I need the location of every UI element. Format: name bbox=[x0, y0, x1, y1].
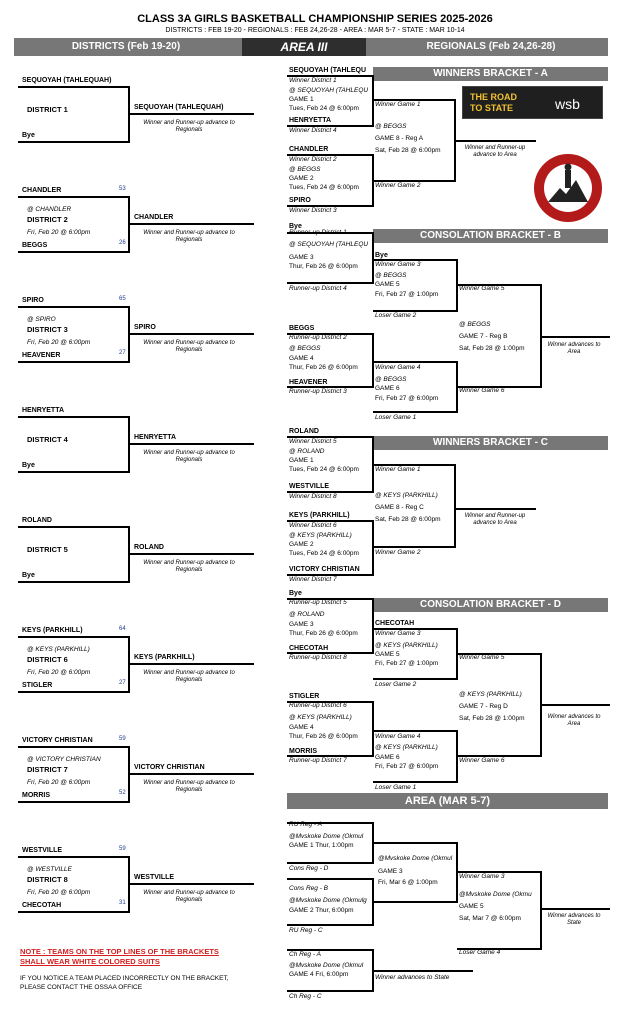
regionals-header: REGIONALS (Feb 24,26-28) bbox=[426, 41, 556, 52]
bracket-line bbox=[373, 678, 457, 680]
districts-header: DISTRICTS (Feb 19-20) bbox=[71, 41, 181, 52]
district-4-advance-note: Winner and Runner-up advance to Regionals bbox=[143, 450, 235, 463]
district-8-date: Fri, Feb 20 @ 6:00pm bbox=[27, 889, 91, 896]
area-g2-site: @Mvskoke Dome (Okmulg bbox=[289, 897, 367, 904]
bracket-b-g6-site: @ BEGGS bbox=[375, 376, 407, 383]
district-line bbox=[128, 663, 254, 665]
bracket-b-g4-top-team: BEGGS bbox=[289, 325, 315, 332]
district-6-date: Fri, Feb 20 @ 6:00pm bbox=[27, 669, 91, 676]
area-g5-date: Sat, Mar 7 @ 6:00pm bbox=[459, 915, 521, 922]
district-5-winner: ROLAND bbox=[134, 544, 164, 551]
area-bracket-title: AREA (MAR 5-7) bbox=[287, 793, 608, 809]
district-7-top-seed: 59 bbox=[119, 736, 126, 742]
bracket-line bbox=[373, 730, 457, 732]
consolation-bracket-b-title: CONSOLATION BRACKET - B bbox=[373, 229, 608, 243]
bracket-d-final-bottom-label: Winner Game 6 bbox=[459, 757, 505, 764]
bracket-a-advance: Winner and Runner-up advance to Area bbox=[464, 145, 526, 158]
page-title: CLASS 3A GIRLS BASKETBALL CHAMPIONSHIP SERIES 2025-2026 bbox=[137, 13, 493, 25]
bracket-d-g3-date: Thur, Feb 26 @ 6:00pm bbox=[289, 630, 358, 637]
district-line bbox=[18, 636, 130, 638]
district-line bbox=[18, 86, 130, 88]
bracket-c-final-top-label: Winner Game 1 bbox=[375, 466, 421, 473]
bracket-b-g3-date: Thur, Feb 26 @ 6:00pm bbox=[289, 263, 358, 270]
bracket-b-g4-top-label: Runner-up District 2 bbox=[289, 334, 347, 341]
district-3-name: DISTRICT 3 bbox=[27, 325, 68, 334]
bracket-b-g5-date: Fri, Feb 27 @ 1:00pm bbox=[375, 291, 439, 298]
district-5-top-team: ROLAND bbox=[22, 517, 52, 524]
bracket-line bbox=[540, 336, 610, 338]
consolation-bracket-d-title: CONSOLATION BRACKET - D bbox=[373, 598, 608, 612]
district-1-name: DISTRICT 1 bbox=[27, 105, 68, 114]
bracket-d-g3-game: GAME 3 bbox=[289, 621, 314, 628]
bracket-a-game1-top-team: SEQUOYAH (TAHLEQU bbox=[289, 67, 367, 74]
area-g4-game: GAME 4 Fri, 6:00pm bbox=[289, 971, 349, 978]
area-g1-bottom-label: Cons Reg - D bbox=[289, 865, 329, 872]
district-6-bottom-team: STIGLER bbox=[22, 682, 53, 689]
district-7-name: DISTRICT 7 bbox=[27, 765, 68, 774]
bracket-line bbox=[287, 924, 373, 926]
bracket-d-g5-game: GAME 5 bbox=[375, 651, 400, 658]
bracket-line bbox=[373, 970, 473, 972]
district-1-advance-note: Winner and Runner-up advance to Regionals bbox=[143, 120, 235, 133]
bracket-d-g5-bottom-label: Loser Game 2 bbox=[375, 681, 417, 688]
bracket-line bbox=[540, 871, 542, 950]
bracket-d-g5-date: Fri, Feb 27 @ 1:00pm bbox=[375, 660, 439, 667]
bracket-line bbox=[372, 232, 374, 284]
district-8-top-seed: 59 bbox=[119, 846, 126, 852]
district-2-date: Fri, Feb 20 @ 6:00pm bbox=[27, 229, 91, 236]
bracket-b-final-site: @ BEGGS bbox=[459, 321, 491, 328]
bracket-d-g6-site: @ KEYS (PARKHILL) bbox=[375, 744, 438, 751]
bracket-c-game1-game: GAME 1 bbox=[289, 457, 314, 464]
bracket-b-g5-bottom-label: Loser Game 2 bbox=[375, 312, 417, 319]
district-line bbox=[18, 691, 130, 693]
bracket-b-g4-bottom-label: Runner-up District 3 bbox=[289, 388, 347, 395]
district-line bbox=[128, 113, 254, 115]
district-3-site: @ SPIRO bbox=[27, 316, 56, 323]
bracket-b-g3-site: @ SEQUOYAH (TAHLEQU bbox=[289, 241, 369, 248]
district-3-winner: SPIRO bbox=[134, 324, 156, 331]
bracket-a-game2-game: GAME 2 bbox=[289, 175, 314, 182]
bracket-a-game1-game: GAME 1 bbox=[289, 96, 314, 103]
area-g2-bottom-label: RU Reg - C bbox=[289, 927, 323, 934]
district-4-winner: HENRYETTA bbox=[134, 434, 176, 441]
bracket-c-advance: Winner and Runner-up advance to Area bbox=[464, 513, 526, 526]
district-6-bottom-seed: 27 bbox=[119, 680, 126, 686]
bracket-a-game1-bottom-label: Winner District 4 bbox=[289, 127, 337, 134]
district-8-name: DISTRICT 8 bbox=[27, 875, 68, 884]
district-2-bottom-team: BEGGS bbox=[22, 242, 48, 249]
bracket-d-final-site: @ KEYS (PARKHILL) bbox=[459, 691, 522, 698]
bracket-d-final-date: Sat, Feb 28 @ 1:00pm bbox=[459, 715, 525, 722]
district-line bbox=[18, 801, 130, 803]
bracket-b-g3-bottom-label: Runner-up District 4 bbox=[289, 285, 347, 292]
bracket-d-final-top-label: Winner Game 5 bbox=[459, 654, 505, 661]
district-line bbox=[18, 526, 130, 528]
bracket-b-g4-date: Thur, Feb 26 @ 6:00pm bbox=[289, 364, 358, 371]
bracket-c-final-date: Sat, Feb 28 @ 6:00pm bbox=[375, 516, 441, 523]
district-line bbox=[18, 196, 130, 198]
district-7-advance-note: Winner and Runner-up advance to Regionals bbox=[143, 780, 235, 793]
bracket-d-g6-bottom-label: Loser Game 1 bbox=[375, 784, 417, 791]
district-3-top-team: SPIRO bbox=[22, 297, 44, 304]
district-line bbox=[18, 141, 130, 143]
bracket-c-game1-date: Tues, Feb 24 @ 6:00pm bbox=[289, 466, 359, 473]
district-line bbox=[18, 911, 130, 913]
bracket-line bbox=[373, 411, 457, 413]
bracket-line bbox=[454, 464, 456, 548]
road-to-state-line1: THE ROAD bbox=[470, 92, 517, 102]
note-line-3: IF YOU NOTICE A TEAM PLACED INCORRECTLY ON THE BRACKET, bbox=[20, 975, 229, 982]
bracket-c-game1-top-label: Winner District 5 bbox=[289, 438, 337, 445]
area-header: AREA III bbox=[242, 38, 366, 56]
bracket-c-game1-bottom-label: Winner District 8 bbox=[289, 493, 337, 500]
bracket-line bbox=[373, 901, 457, 903]
bracket-a-game1-date: Tues, Feb 24 @ 6:00pm bbox=[289, 105, 359, 112]
bracket-a-final-date: Sat, Feb 28 @ 6:00pm bbox=[375, 147, 441, 154]
bracket-a-final-bottom-label: Winner Game 2 bbox=[375, 182, 421, 189]
district-line bbox=[18, 361, 130, 363]
bracket-line bbox=[287, 862, 373, 864]
bracket-b-g3-game: GAME 3 bbox=[289, 254, 314, 261]
district-1-top-team: SEQUOYAH (TAHLEQUAH) bbox=[22, 77, 112, 84]
bracket-a-final-top-label: Winner Game 1 bbox=[375, 101, 421, 108]
district-line bbox=[18, 306, 130, 308]
district-3-bottom-team: HEAVENER bbox=[22, 352, 61, 359]
bracket-b-g3-top-label: Runner-up District 1 bbox=[289, 229, 347, 236]
district-line bbox=[18, 471, 130, 473]
road-to-state-line2: TO STATE bbox=[470, 103, 514, 113]
area-g5-game: GAME 5 bbox=[459, 903, 484, 910]
note-line-4: PLEASE CONTACT THE OSSAA OFFICE bbox=[20, 984, 143, 991]
bracket-b-g6-date: Fri, Feb 27 @ 6:00pm bbox=[375, 395, 439, 402]
bracket-a-final-game: GAME 8 - Reg A bbox=[375, 135, 424, 142]
area-g3-date: Fri, Mar 6 @ 1:00pm bbox=[378, 879, 438, 886]
bracket-a-game1-top-label: Winner District 1 bbox=[289, 77, 337, 84]
district-2-top-seed: 53 bbox=[119, 186, 126, 192]
bracket-line bbox=[373, 842, 457, 844]
bracket-c-final-game: GAME 8 - Reg C bbox=[375, 504, 424, 511]
district-line bbox=[18, 581, 130, 583]
district-line bbox=[128, 333, 254, 335]
bracket-line bbox=[454, 140, 536, 142]
bracket-c-game2-top-team: KEYS (PARKHILL) bbox=[289, 512, 350, 519]
bracket-b-final-top-label: Winner Game 5 bbox=[459, 285, 505, 292]
district-5-bottom-team: Bye bbox=[22, 572, 35, 579]
bracket-c-final-site: @ KEYS (PARKHILL) bbox=[375, 492, 438, 499]
bracket-d-g4-top-team: STIGLER bbox=[289, 693, 320, 700]
district-line bbox=[18, 856, 130, 858]
bracket-d-g6-game: GAME 6 bbox=[375, 754, 400, 761]
district-6-top-seed: 64 bbox=[119, 626, 126, 632]
bracket-line bbox=[540, 704, 610, 706]
bracket-d-g5-top-team: CHECOTAH bbox=[375, 620, 415, 627]
district-8-bottom-team: CHECOTAH bbox=[22, 902, 62, 909]
bracket-line bbox=[287, 282, 373, 284]
district-3-bottom-seed: 27 bbox=[119, 350, 126, 356]
bracket-c-game2-date: Tues, Feb 24 @ 6:00pm bbox=[289, 550, 359, 557]
bracket-b-advance: Winner advances to Area bbox=[547, 342, 601, 355]
area-g2-top-label: Cons Reg - B bbox=[289, 885, 329, 892]
bracket-d-g4-date: Thur, Feb 26 @ 6:00pm bbox=[289, 733, 358, 740]
district-line bbox=[128, 553, 254, 555]
bracket-d-g3-top-label: Runner-up District 5 bbox=[289, 599, 347, 606]
bracket-d-g4-top-label: Runner-up District 6 bbox=[289, 702, 347, 709]
note-line-2: SHALL WEAR WHITE COLORED SUITS bbox=[20, 957, 160, 966]
bracket-b-g4-game: GAME 4 bbox=[289, 355, 314, 362]
district-5-advance-note: Winner and Runner-up advance to Regionals bbox=[143, 560, 235, 573]
bracket-d-g5-site: @ KEYS (PARKHILL) bbox=[375, 642, 438, 649]
bracket-d-final-game: GAME 7 - Reg D bbox=[459, 703, 508, 710]
bracket-line bbox=[287, 878, 373, 880]
district-2-winner: CHANDLER bbox=[134, 214, 174, 221]
bracket-a-final-site: @ BEGGS bbox=[375, 123, 407, 130]
district-4-name: DISTRICT 4 bbox=[27, 435, 68, 444]
district-6-site: @ KEYS (PARKHILL) bbox=[27, 646, 90, 653]
district-7-top-team: VICTORY CHRISTIAN bbox=[22, 737, 93, 744]
district-8-advance-note: Winner and Runner-up advance to Regionals bbox=[143, 890, 235, 903]
bracket-c-game1-top-team: ROLAND bbox=[289, 428, 319, 435]
bracket-line bbox=[372, 701, 374, 757]
area-g5-site: @Mvskoke Dome (Okmu bbox=[459, 891, 532, 898]
district-line bbox=[128, 883, 254, 885]
area-g1-top-label: RU Reg - A bbox=[289, 821, 322, 828]
bracket-line bbox=[454, 508, 536, 510]
bracket-line bbox=[373, 781, 457, 783]
bracket-a-game2-date: Tues, Feb 24 @ 6:00pm bbox=[289, 184, 359, 191]
district-8-top-team: WESTVILLE bbox=[22, 847, 63, 854]
area-g4-top-label: Ch Reg - A bbox=[289, 951, 321, 958]
district-6-top-team: KEYS (PARKHILL) bbox=[22, 627, 83, 634]
district-7-winner: VICTORY CHRISTIAN bbox=[134, 764, 205, 771]
area-g5-top-label: Winner Game 3 bbox=[459, 873, 505, 880]
district-8-winner: WESTVILLE bbox=[134, 874, 175, 881]
district-line bbox=[128, 223, 254, 225]
bracket-c-game2-game: GAME 2 bbox=[289, 541, 314, 548]
bracket-c-game2-bottom-team: VICTORY CHRISTIAN bbox=[289, 566, 360, 573]
district-5-name: DISTRICT 5 bbox=[27, 545, 68, 554]
bracket-b-g5-site: @ BEGGS bbox=[375, 272, 407, 279]
district-1-bottom-team: Bye bbox=[22, 132, 35, 139]
bracket-d-g6-top-label: Winner Game 4 bbox=[375, 733, 421, 740]
bracket-c-game2-bottom-label: Winner District 7 bbox=[289, 576, 337, 583]
district-3-top-seed: 65 bbox=[119, 296, 126, 302]
bracket-c-game2-site: @ KEYS (PARKHILL) bbox=[289, 532, 352, 539]
bracket-b-g3-top-team: Bye bbox=[289, 223, 302, 230]
district-line bbox=[128, 773, 254, 775]
district-7-date: Fri, Feb 20 @ 6:00pm bbox=[27, 779, 91, 786]
district-7-bottom-seed: 52 bbox=[119, 790, 126, 796]
bracket-b-final-date: Sat, Feb 28 @ 1:00pm bbox=[459, 345, 525, 352]
bracket-line bbox=[372, 75, 374, 127]
bracket-b-g5-top-team: Bye bbox=[375, 252, 388, 259]
district-6-winner: KEYS (PARKHILL) bbox=[134, 654, 195, 661]
bracket-a-game1-site: @ SEQUOYAH (TAHLEQU bbox=[289, 87, 369, 94]
bracket-d-g4-bottom-team: MORRIS bbox=[289, 748, 317, 755]
district-4-bottom-team: Bye bbox=[22, 462, 35, 469]
district-line bbox=[18, 251, 130, 253]
bracket-c-game1-bottom-team: WESTVILLE bbox=[289, 483, 330, 490]
bracket-line bbox=[540, 908, 610, 910]
district-8-site: @ WESTVILLE bbox=[27, 866, 72, 873]
bracket-c-final-bottom-label: Winner Game 2 bbox=[375, 549, 421, 556]
bracket-b-final-game: GAME 7 - Reg B bbox=[459, 333, 508, 340]
bracket-a-game2-top-team: CHANDLER bbox=[289, 146, 329, 153]
district-3-date: Fri, Feb 20 @ 6:00pm bbox=[27, 339, 91, 346]
bracket-b-g4-bottom-team: HEAVENER bbox=[289, 379, 328, 386]
district-line bbox=[128, 443, 254, 445]
district-6-name: DISTRICT 6 bbox=[27, 655, 68, 664]
bracket-c-game2-top-label: Winner District 6 bbox=[289, 522, 337, 529]
district-2-name: DISTRICT 2 bbox=[27, 215, 68, 224]
bracket-d-advance: Winner advances to Area bbox=[547, 714, 601, 727]
bracket-d-g4-bottom-label: Runner-up District 7 bbox=[289, 757, 347, 764]
wsb-brand: wsb bbox=[555, 96, 580, 112]
district-2-site: @ CHANDLER bbox=[27, 206, 72, 213]
bracket-line bbox=[373, 546, 455, 548]
bracket-line bbox=[287, 990, 373, 992]
bracket-d-g5-top-label: Winner Game 3 bbox=[375, 630, 421, 637]
district-line bbox=[18, 416, 130, 418]
area-g5-bottom-label: Loser Game 4 bbox=[459, 949, 501, 956]
bracket-a-game2-bottom-label: Winner District 3 bbox=[289, 207, 337, 214]
bracket-b-g6-bottom-label: Loser Game 1 bbox=[375, 414, 417, 421]
bracket-d-g6-date: Fri, Feb 27 @ 6:00pm bbox=[375, 763, 439, 770]
district-2-top-team: CHANDLER bbox=[22, 187, 62, 194]
bracket-d-g3-top-team: Bye bbox=[289, 590, 302, 597]
bracket-b-g5-game: GAME 5 bbox=[375, 281, 400, 288]
area-g1-site: @Mvskoke Dome (Okmul bbox=[289, 833, 364, 840]
bracket-b-g5-top-label: Winner Game 3 bbox=[375, 261, 421, 268]
bracket-b-g6-top-label: Winner Game 4 bbox=[375, 364, 421, 371]
bracket-a-game2-top-label: Winner District 2 bbox=[289, 156, 337, 163]
bracket-line bbox=[372, 598, 374, 654]
district-1-winner: SEQUOYAH (TAHLEQUAH) bbox=[134, 104, 224, 111]
ossaa-seal-icon bbox=[532, 152, 604, 224]
bracket-d-g3-bottom-team: CHECOTAH bbox=[289, 645, 329, 652]
bracket-d-g4-site: @ KEYS (PARKHILL) bbox=[289, 714, 352, 721]
winners-bracket-c-title: WINNERS BRACKET - C bbox=[373, 436, 608, 450]
area-g5-advance: Winner advances to State bbox=[547, 913, 601, 926]
area-g3-game: GAME 3 bbox=[378, 868, 403, 875]
bracket-c-game1-site: @ ROLAND bbox=[289, 448, 325, 455]
district-3-advance-note: Winner and Runner-up advance to Regionals bbox=[143, 340, 235, 353]
area-g1-game: GAME 1 Thur, 1:00pm bbox=[289, 842, 354, 849]
area-g4-bottom-label: Ch Reg - C bbox=[289, 993, 322, 1000]
area-g4-advance: Winner advances to State bbox=[375, 974, 450, 981]
bracket-b-g6-game: GAME 6 bbox=[375, 385, 400, 392]
bracket-line bbox=[372, 520, 374, 576]
page-subtitle: DISTRICTS : FEB 19-20 - REGIONALS : FEB 24,26-28 - AREA : MAR 5-7 - STATE : MAR 10-14 bbox=[165, 27, 465, 34]
bracket-d-g4-game: GAME 4 bbox=[289, 724, 314, 731]
district-line bbox=[18, 746, 130, 748]
bracket-a-game2-site: @ BEGGS bbox=[289, 166, 321, 173]
bracket-b-g4-site: @ BEGGS bbox=[289, 345, 321, 352]
bracket-a-game1-bottom-team: HENRYETTA bbox=[289, 117, 331, 124]
bracket-line bbox=[373, 361, 457, 363]
area-g4-site: @Mvskoke Dome (Okmul bbox=[289, 962, 364, 969]
area-g3-site: @Mvskoke Dome (Okmul bbox=[378, 855, 453, 862]
area-g2-game: GAME 2 Thur, 6:00pm bbox=[289, 907, 354, 914]
district-7-site: @ VICTORY CHRISTIAN bbox=[27, 756, 101, 763]
district-4-top-team: HENRYETTA bbox=[22, 407, 64, 414]
district-2-bottom-seed: 26 bbox=[119, 240, 126, 246]
bracket-d-g3-bottom-label: Runner-up District 8 bbox=[289, 654, 347, 661]
winners-bracket-a-title: WINNERS BRACKET - A bbox=[373, 67, 608, 81]
district-7-bottom-team: MORRIS bbox=[22, 792, 50, 799]
bracket-a-game2-bottom-team: SPIRO bbox=[289, 197, 311, 204]
note-line-1: NOTE : TEAMS ON THE TOP LINES OF THE BRACKETS bbox=[20, 947, 219, 956]
district-6-advance-note: Winner and Runner-up advance to Regionals bbox=[143, 670, 235, 683]
bracket-d-g3-site: @ ROLAND bbox=[289, 611, 325, 618]
district-2-advance-note: Winner and Runner-up advance to Regionals bbox=[143, 230, 235, 243]
district-8-bottom-seed: 31 bbox=[119, 900, 126, 906]
bracket-b-final-bottom-label: Winner Game 6 bbox=[459, 387, 505, 394]
